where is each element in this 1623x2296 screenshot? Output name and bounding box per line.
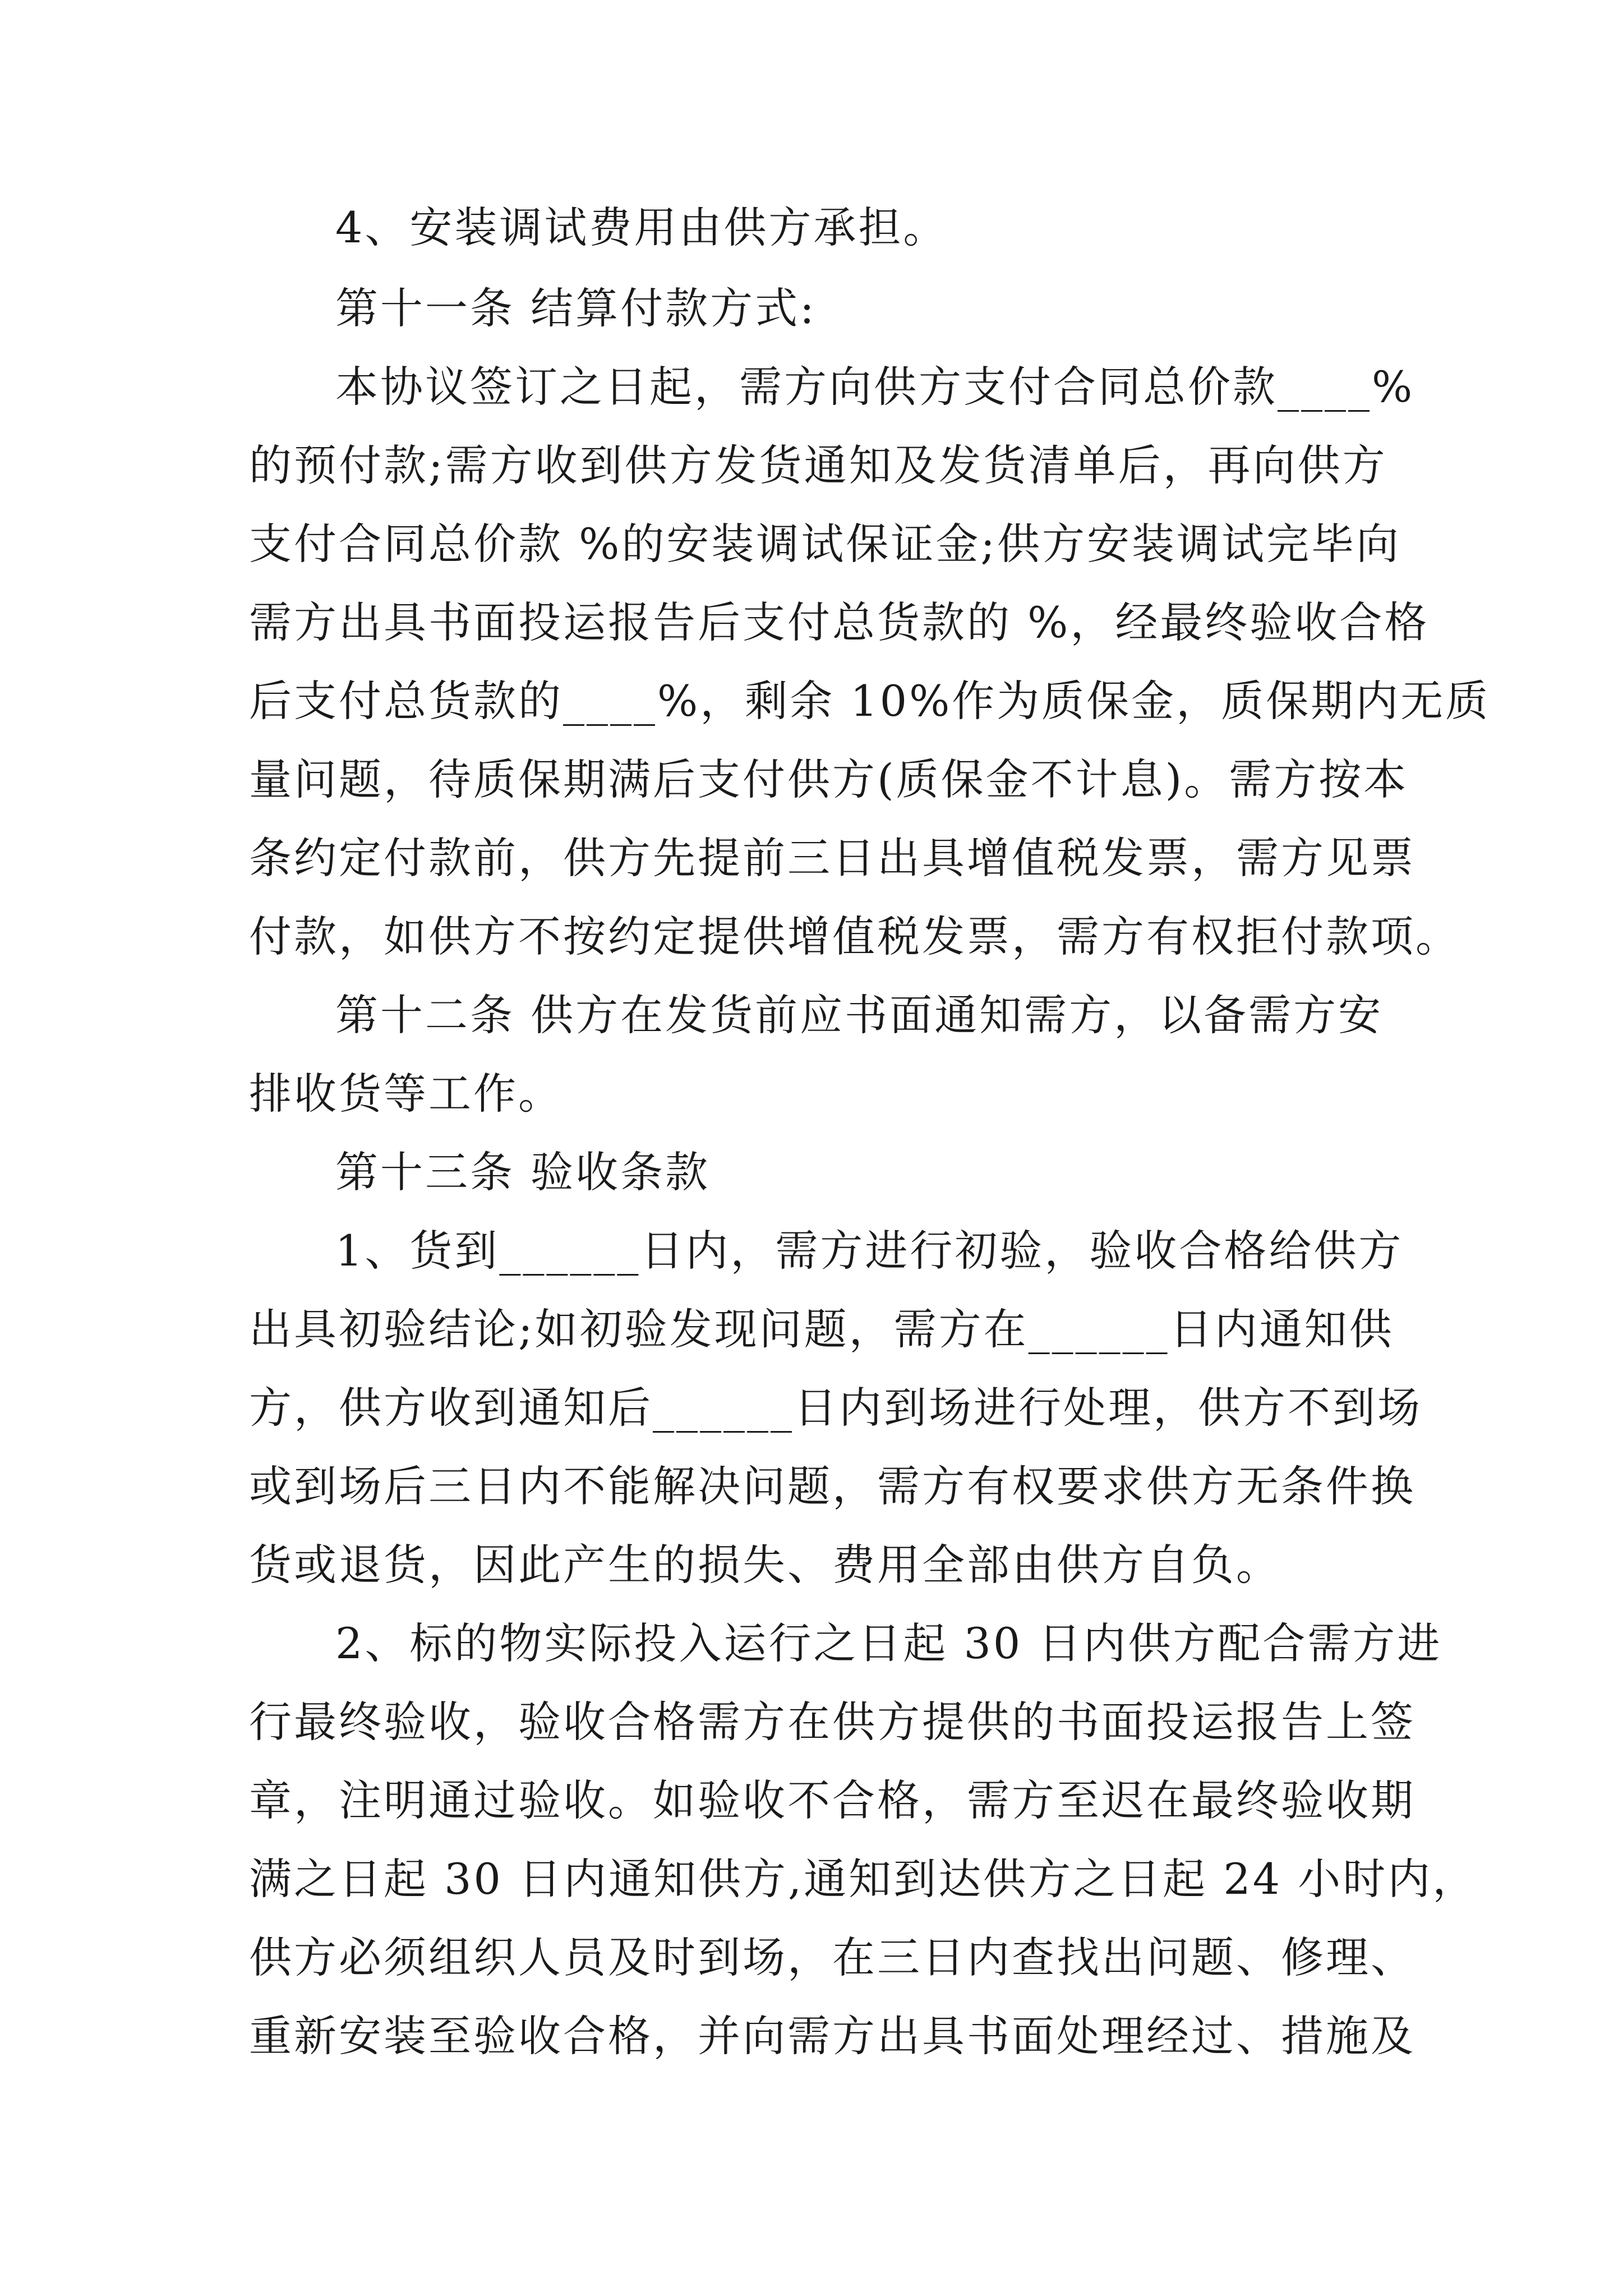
text-line: 重新安装至验收合格，并向需方出具书面处理经过、措施及 [249,2011,1415,2061]
text-line: 排收货等工作。 [249,1069,563,1119]
text-line: 1、货到______日内，需方进行初验，验收合格给供方 [335,1226,1404,1276]
text-line: 或到场后三日内不能解决问题，需方有权要求供方无条件换 [249,1461,1415,1511]
text-line: 货或退货，因此产生的损失、费用全部由供方自负。 [249,1540,1281,1590]
text-line: 条约定付款前，供方先提前三日出具增值税发票，需方见票 [249,833,1415,883]
text-line: 行最终验收，验收合格需方在供方提供的书面投运报告上签 [249,1697,1415,1747]
text-line: 量问题，待质保期满后支付供方(质保金不计息)。需方按本 [249,754,1409,804]
text-line: 2、标的物实际投入运行之日起 30 日内供方配合需方进 [335,1618,1442,1668]
text-line: 后支付总货款的____%，剩余 10%作为质保金，质保期内无质 [249,676,1491,726]
text-line: 本协议签订之日起，需方向供方支付合同总价款____% [335,362,1415,412]
text-line: 需方出具书面投运报告后支付总货款的 %，经最终验收合格 [249,597,1430,647]
text-line: 出具初验结论;如初验发现问题，需方在______日内通知供 [249,1304,1394,1354]
text-line: 供方必须组织人员及时到场，在三日内查找出问题、修理、 [249,1932,1415,1982]
text-line: 的预付款;需方收到供方发货通知及发货清单后，再向供方 [249,440,1387,490]
text-line: 第十一条 结算付款方式: [335,283,817,333]
text-line: 满之日起 30 日内通知供方,通知到达供方之日起 24 小时内， [249,1854,1478,1904]
text-line: 4、安装调试费用由供方承担。 [335,203,948,252]
text-line: 章，注明通过验收。如验收不合格，需方至迟在最终验收期 [249,1775,1415,1825]
text-line: 方，供方收到通知后______日内到场进行处理，供方不到场 [249,1383,1422,1433]
text-line: 第十二条 供方在发货前应书面通知需方，以备需方安 [335,990,1384,1040]
text-line: 支付合同总价款 %的安装调试保证金;供方安装调试完毕向 [249,519,1401,569]
text-line: 付款，如供方不按约定提供增值税发票，需方有权拒付款项。 [249,912,1460,961]
text-line: 第十三条 验收条款 [335,1147,711,1197]
